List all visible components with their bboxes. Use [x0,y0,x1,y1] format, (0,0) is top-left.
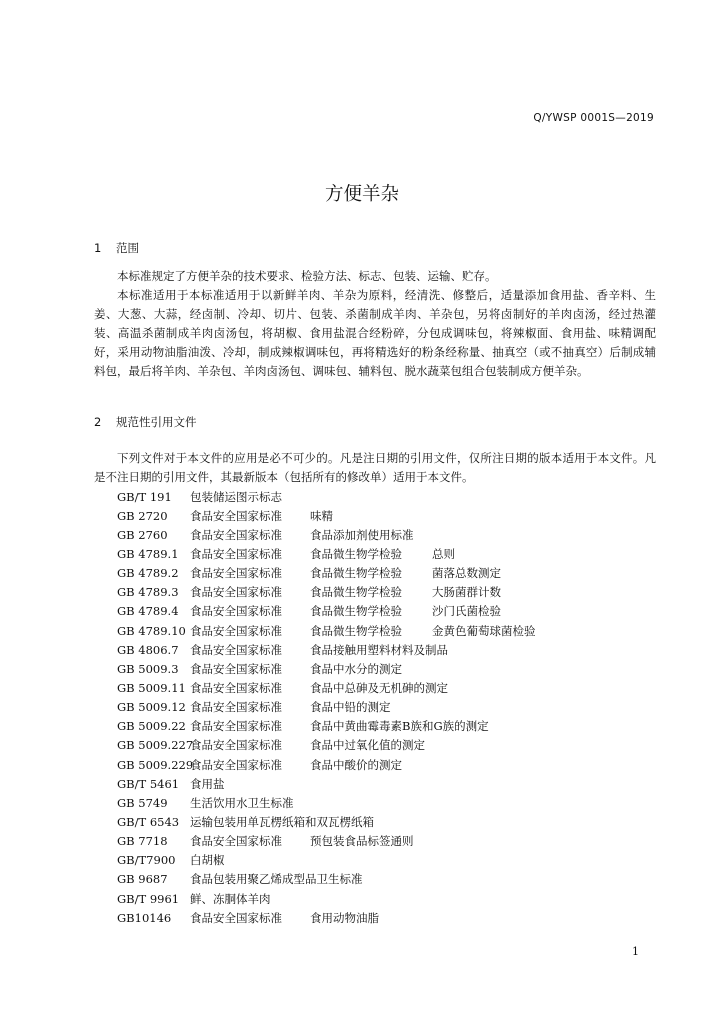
reference-code: GB 7718 [117,834,168,849]
section-heading-scope [94,240,139,256]
reference-title-part-1: 食品安全国家标准 [190,623,282,638]
reference-title-part-1: 食品安全国家标准 [190,661,282,676]
reference-code: GB 5009.11 [117,680,186,695]
section-heading-normative-references [94,414,197,430]
reference-row [94,544,656,563]
reference-title-part-1: 鲜、冻胴体羊肉 [190,891,271,906]
section-number: 1 [94,241,102,255]
reference-title-part-3: 大肠菌群计数 [432,585,501,600]
reference-title-part-2: 食品微生物学检验 [310,546,402,561]
reference-title-part-1: 食品安全国家标准 [190,680,282,695]
reference-code: GB 5009.3 [117,661,179,676]
reference-row [94,717,656,736]
reference-code: GB/T 191 [117,489,172,504]
reference-row [94,851,656,870]
page-number: 1 [632,945,639,958]
reference-title-part-2: 食品微生物学检验 [310,604,402,619]
reference-row [94,583,656,602]
scope-paragraph-1: 本标准规定了方便羊杂的技术要求、检验方法、标志、包装、运输、贮存。 [117,269,497,283]
reference-title-part-2: 食品添加剂使用标准 [310,527,414,542]
reference-title-part-1: 食品安全国家标准 [190,508,282,523]
reference-title-part-2: 食品中黄曲霉毒素B族和G族的测定 [310,719,489,734]
section-title: 范围 [116,241,139,255]
reference-code: GB/T 5461 [117,776,180,791]
reference-title-part-2: 食品中水分的测定 [310,661,402,676]
reference-code: GB 4789.10 [117,623,186,638]
reference-title-part-2: 味精 [310,508,333,523]
reference-code: GB 5009.22 [117,719,186,734]
reference-title-part-3: 沙门氏菌检验 [432,604,501,619]
reference-title-part-1: 食品安全国家标准 [190,834,282,849]
reference-title-part-1: 食品安全国家标准 [190,738,282,753]
reference-code: GB 4789.1 [117,546,179,561]
reference-title-part-2: 食品中铅的测定 [310,700,391,715]
reference-code: GB 2760 [117,527,168,542]
references-intro-paragraph: 下列文件对于本文件的应用是必不可少的。凡是注日期的引用文件，仅所注日期的版本适用于本文件。凡是不注日期的引用文件，其最新版本（包括所有的修改单）适用于本文件。 [94,451,656,484]
reference-title-part-2: 预包装食品标签通则 [310,834,414,849]
reference-list [94,487,656,927]
reference-title-part-1: 食品包装用聚乙烯成型品卫生标准 [190,872,363,887]
reference-code: GB 4789.3 [117,585,179,600]
reference-row [94,487,656,506]
reference-code: GB 5009.12 [117,700,186,715]
reference-title-part-1: 白胡椒 [190,853,225,868]
reference-title-part-1: 食品安全国家标准 [190,585,282,600]
reference-code: GB10146 [117,910,172,925]
reference-row [94,659,656,678]
page-title: 方便羊杂 [324,184,399,205]
reference-title-part-2: 食品中总砷及无机砷的测定 [310,680,448,695]
reference-row [94,602,656,621]
reference-row [94,736,656,755]
reference-title-part-1: 包装储运图示标志 [190,489,282,504]
reference-code: GB 9687 [117,872,168,887]
reference-row [94,678,656,697]
reference-row [94,870,656,889]
reference-row [94,621,656,640]
reference-code: GB 5749 [117,795,168,810]
standard-code: Q/YWSP 0001S—2019 [533,112,654,124]
reference-row [94,698,656,717]
reference-title-part-2: 食品微生物学检验 [310,566,402,581]
reference-code: GB 4789.2 [117,566,179,581]
reference-title-part-2: 食品微生物学检验 [310,585,402,600]
reference-row [94,889,656,908]
reference-title-part-1: 食品安全国家标准 [190,527,282,542]
reference-title-part-1: 运输包装用单瓦楞纸箱和双瓦楞纸箱 [190,814,374,829]
reference-code: GB 4806.7 [117,642,179,657]
reference-code: GB/T 6543 [117,814,180,829]
reference-row [94,755,656,774]
reference-row [94,774,656,793]
reference-title-part-2: 食用动物油脂 [310,910,379,925]
section-title: 规范性引用文件 [116,415,197,429]
reference-code: GB/T7900 [117,853,176,868]
reference-code: GB/T 9961 [117,891,180,906]
reference-row [94,832,656,851]
reference-title-part-2: 食品接触用塑料材料及制品 [310,642,448,657]
reference-code: GB 4789.4 [117,604,179,619]
reference-title-part-1: 食品安全国家标准 [190,719,282,734]
reference-title-part-2: 食品微生物学检验 [310,623,402,638]
reference-title-part-1: 食品安全国家标准 [190,604,282,619]
reference-title-part-1: 生活饮用水卫生标准 [190,795,294,810]
reference-title-part-1: 食品安全国家标准 [190,566,282,581]
reference-row [94,525,656,544]
reference-title-part-2: 食品中过氧化值的测定 [310,738,425,753]
reference-row [94,506,656,525]
reference-row [94,640,656,659]
reference-row [94,793,656,812]
reference-code: GB 2720 [117,508,168,523]
reference-row [94,564,656,583]
reference-row [94,812,656,831]
reference-code: GB 5009.227 [117,738,194,753]
section-number: 2 [94,415,102,429]
scope-paragraph-2: 本标准适用于本标准适用于以新鲜羊肉、羊杂为原料，经清洗、修整后，适量添加食用盐、香辛料、生姜、大葱、大蒜，经卤制、冷却、切片、包装、杀菌制成羊肉、羊杂包，另将卤制好的羊肉卤汤，经过热灌装、高温杀菌制成羊肉卤汤包，将胡椒、食用盐混合经粉碎，分包成调味包，将辣椒面、食用盐、味精调配好，采用动物油脂油泼、冷却，制成辣椒调味包，再将精选好的粉条经称量、抽真空（或不抽真空）后制成辅料包，最后将羊肉、羊杂包、羊肉卤汤包、调味包、辅料包、脱水蔬菜包组合包装制成方便羊杂。 [94,288,656,378]
reference-title-part-2: 食品中酸价的测定 [310,757,402,772]
reference-title-part-1: 食用盐 [190,776,225,791]
reference-title-part-3: 菌落总数测定 [432,566,501,581]
reference-title-part-1: 食品安全国家标准 [190,757,282,772]
reference-row [94,908,656,927]
reference-title-part-1: 食品安全国家标准 [190,910,282,925]
reference-title-part-1: 食品安全国家标准 [190,642,282,657]
reference-title-part-3: 总则 [432,546,455,561]
reference-code: GB 5009.229 [117,757,194,772]
reference-title-part-1: 食品安全国家标准 [190,700,282,715]
reference-title-part-3: 金黄色葡萄球菌检验 [432,623,536,638]
reference-title-part-1: 食品安全国家标准 [190,546,282,561]
